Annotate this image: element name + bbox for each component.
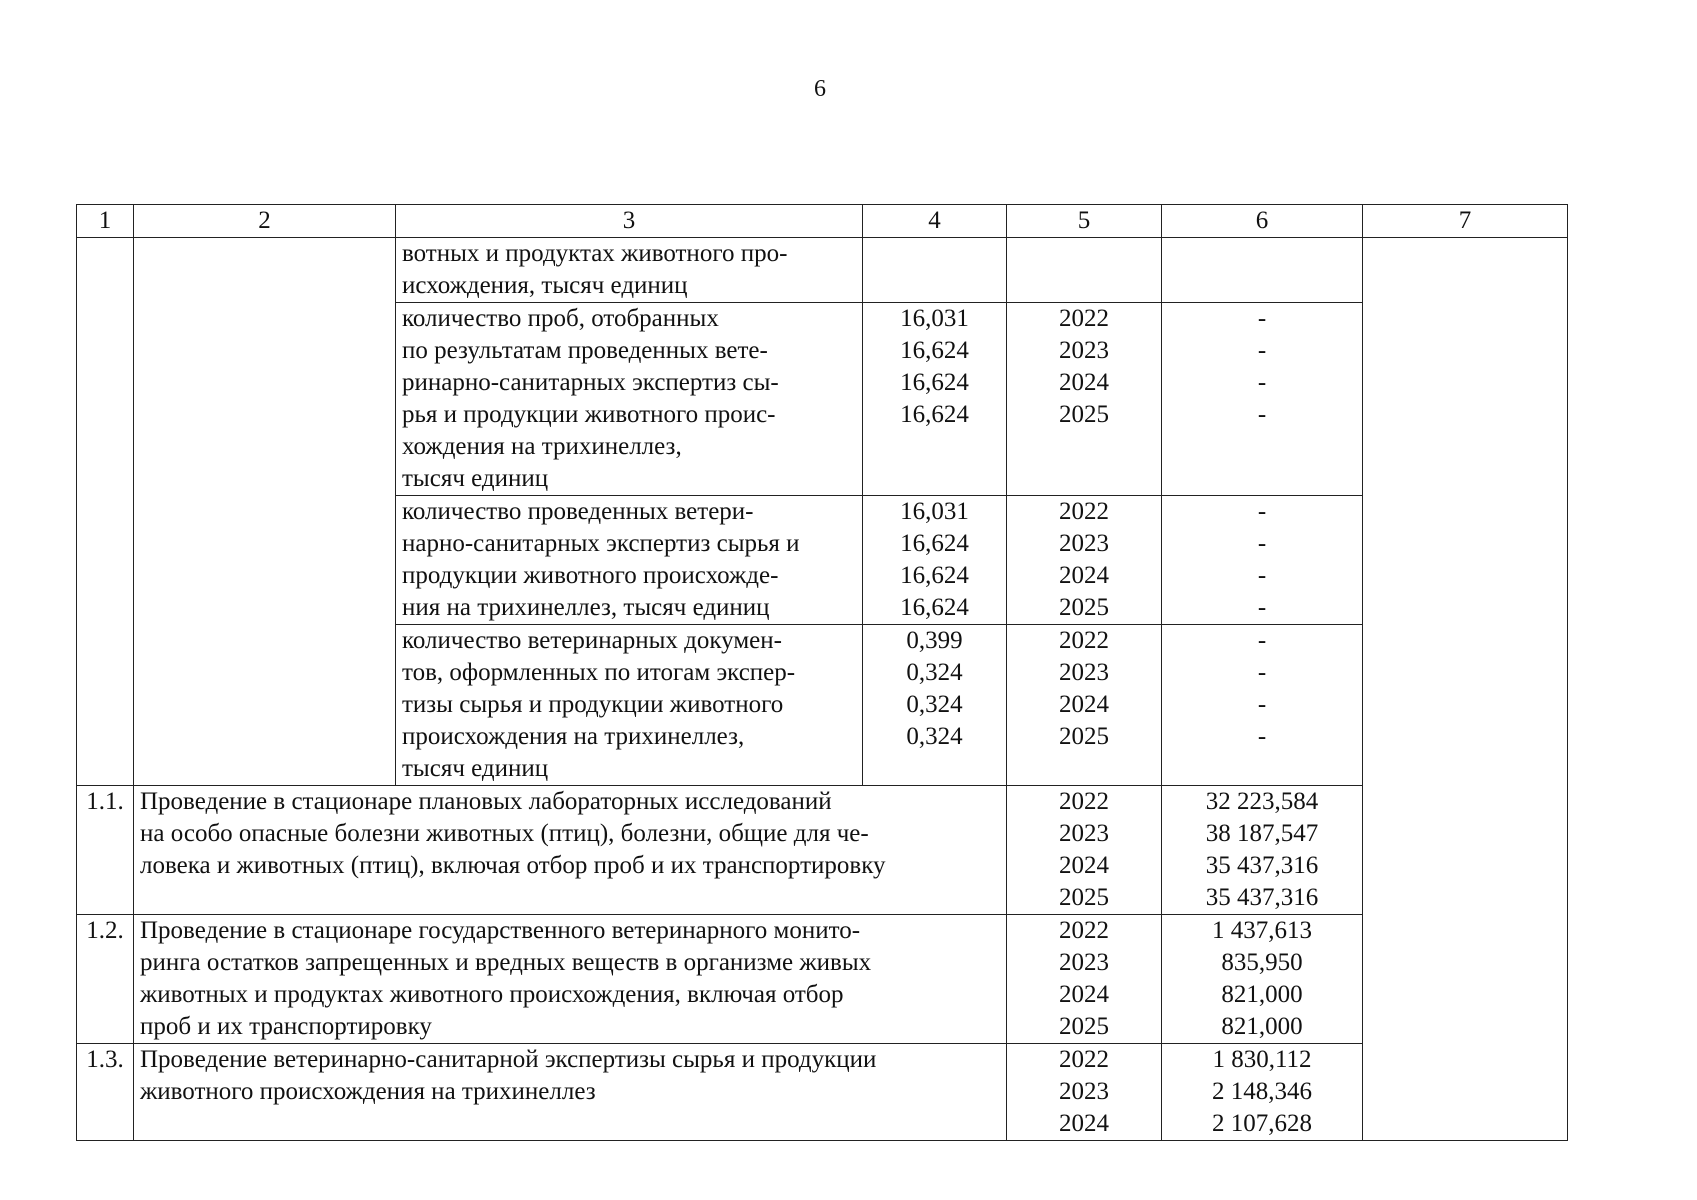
year-value: 2024 <box>1059 981 1109 1008</box>
indicator-name-line: хождения на трихинеллез, <box>402 433 682 460</box>
year-value: 2022 <box>1059 788 1109 815</box>
indicator-name-line: количество ветеринарных докумен- <box>402 627 782 654</box>
year-value: 2024 <box>1059 1110 1109 1137</box>
indicator-name-line: тысяч единиц <box>402 755 549 782</box>
year-value: 2025 <box>1059 884 1109 911</box>
section-title-line: на особо опасные болезни животных (птиц), болезни, общие для че- <box>140 820 869 847</box>
amount-cell <box>1162 496 1363 625</box>
section-number: 1.3. <box>77 1044 134 1141</box>
amount-cell <box>1162 915 1363 1044</box>
year-cell <box>1007 496 1162 625</box>
section-title-line: Проведение в стационаре государственного ветеринарного монито- <box>140 917 861 944</box>
indicator-name-cell <box>396 496 863 625</box>
indicator-value: 16,031 <box>900 305 969 332</box>
indicator-value-cell <box>863 238 1007 303</box>
indicator-value: 16,624 <box>900 369 969 396</box>
amount-value: 1 437,613 <box>1212 917 1312 944</box>
amount-value: 821,000 <box>1221 1013 1303 1040</box>
indicator-value: 0,324 <box>906 723 963 750</box>
indicator-value: 16,624 <box>900 337 969 364</box>
amount-cell <box>1162 786 1363 915</box>
amount-value: - <box>1257 305 1267 332</box>
year-value: 2024 <box>1059 562 1109 589</box>
page-number: 6 <box>814 76 826 102</box>
amount-cell <box>1162 1044 1363 1141</box>
year-value: 2023 <box>1059 949 1109 976</box>
section-title-cell <box>134 915 1007 1044</box>
year-value: 2025 <box>1059 723 1109 750</box>
indicator-value: 16,624 <box>900 530 969 557</box>
indicator-row <box>77 238 1568 303</box>
item-name-cell <box>134 238 396 786</box>
indicator-value: 0,324 <box>906 659 963 686</box>
section-title-line: Проведение в стационаре плановых лабораторных исследований <box>140 788 832 815</box>
year-value: 2022 <box>1059 917 1109 944</box>
column-header-5: 5 <box>1007 205 1162 238</box>
indicator-value: 16,624 <box>900 562 969 589</box>
year-value: 2025 <box>1059 401 1109 428</box>
year-value: 2025 <box>1059 1013 1109 1040</box>
year-value: 2024 <box>1059 369 1109 396</box>
indicator-name-line: ния на трихинеллез, тысяч единиц <box>402 594 770 621</box>
indicator-value: 16,624 <box>900 401 969 428</box>
indicator-value: 0,324 <box>906 691 963 718</box>
indicator-name-cell <box>396 625 863 786</box>
year-value: 2023 <box>1059 659 1109 686</box>
amount-value: 32 223,584 <box>1205 788 1319 815</box>
amount-value: - <box>1257 627 1267 654</box>
amount-value: 35 437,316 <box>1205 884 1319 911</box>
amount-value: - <box>1257 369 1267 396</box>
indicator-value: 0,399 <box>906 627 963 654</box>
notes-cell <box>1363 238 1568 1141</box>
section-title-line: ловека и животных (птиц), включая отбор проб и их транспортировку <box>140 852 886 879</box>
year-cell <box>1007 786 1162 915</box>
section-number: 1.2. <box>77 915 134 1044</box>
column-header-1: 1 <box>77 205 134 238</box>
year-value: 2024 <box>1059 852 1109 879</box>
column-header-6: 6 <box>1162 205 1363 238</box>
indicator-name-line: тов, оформленных по итогам экспер- <box>402 659 796 686</box>
section-row <box>77 786 1568 915</box>
indicator-name-line: нарно-санитарных экспертиз сырья и <box>402 530 800 557</box>
indicators-table <box>76 204 1568 1141</box>
section-row <box>77 1044 1568 1141</box>
indicator-name-line: вотных и продуктах животного про- <box>402 240 788 267</box>
amount-cell <box>1162 238 1363 303</box>
indicator-name-line: тизы сырья и продукции животного <box>402 691 784 718</box>
amount-value: - <box>1257 498 1267 525</box>
section-number: 1.1. <box>77 786 134 915</box>
year-value: 2023 <box>1059 820 1109 847</box>
section-row <box>77 915 1568 1044</box>
indicator-name-line: количество проб, отобранных <box>402 305 719 332</box>
amount-value: - <box>1257 659 1267 686</box>
section-title-line: животного происхождения на трихинеллез <box>140 1078 596 1105</box>
column-header-7: 7 <box>1363 205 1568 238</box>
year-value: 2024 <box>1059 691 1109 718</box>
column-header-3: 3 <box>396 205 863 238</box>
indicator-name-line: тысяч единиц <box>402 465 549 492</box>
indicator-name-line: ринарно-санитарных экспертиз сы- <box>402 369 779 396</box>
year-cell <box>1007 1044 1162 1141</box>
year-value: 2023 <box>1059 1078 1109 1105</box>
amount-cell <box>1162 303 1363 496</box>
amount-value: - <box>1257 530 1267 557</box>
section-title-cell <box>134 786 1007 915</box>
year-cell <box>1007 303 1162 496</box>
year-value: 2022 <box>1059 627 1109 654</box>
amount-value: - <box>1257 723 1267 750</box>
amount-cell <box>1162 625 1363 786</box>
indicator-value-cell <box>863 496 1007 625</box>
amount-value: 2 148,346 <box>1212 1078 1312 1105</box>
amount-value: - <box>1257 337 1267 364</box>
indicator-value-cell <box>863 303 1007 496</box>
indicator-name-cell <box>396 303 863 496</box>
amount-value: 835,950 <box>1221 949 1303 976</box>
section-title-cell <box>134 1044 1007 1141</box>
indicator-value: 16,031 <box>900 498 969 525</box>
section-title-line: животных и продуктах животного происхождения, включая отбор <box>140 981 844 1008</box>
section-title-line: проб и их транспортировку <box>140 1013 432 1040</box>
amount-value: 38 187,547 <box>1205 820 1319 847</box>
year-value: 2022 <box>1059 498 1109 525</box>
year-value: 2022 <box>1059 1046 1109 1073</box>
section-title-line: ринга остатков запрещенных и вредных веществ в организме живых <box>140 949 872 976</box>
year-value: 2023 <box>1059 337 1109 364</box>
indicator-name-line: рья и продукции животного проис- <box>402 401 776 428</box>
indicator-value: 16,624 <box>900 594 969 621</box>
column-number-header <box>77 205 1568 238</box>
amount-value: 1 830,112 <box>1212 1046 1312 1073</box>
amount-value: 2 107,628 <box>1212 1110 1312 1137</box>
amount-value: - <box>1257 401 1267 428</box>
item-number-cell <box>77 238 134 786</box>
amount-value: - <box>1257 594 1267 621</box>
column-header-4: 4 <box>863 205 1007 238</box>
indicator-name-line: по результатам проведенных вете- <box>402 337 768 364</box>
year-cell <box>1007 238 1162 303</box>
amount-value: 821,000 <box>1221 981 1303 1008</box>
indicator-value-cell <box>863 625 1007 786</box>
amount-value: - <box>1257 562 1267 589</box>
indicator-name-line: количество проведенных ветери- <box>402 498 754 525</box>
year-value: 2022 <box>1059 305 1109 332</box>
indicator-name-line: продукции животного происхожде- <box>402 562 779 589</box>
year-cell <box>1007 625 1162 786</box>
indicator-name-line: происхождения на трихинеллез, <box>402 723 745 750</box>
indicator-name-cell <box>396 238 863 303</box>
year-value: 2025 <box>1059 594 1109 621</box>
amount-value: - <box>1257 691 1267 718</box>
amount-value: 35 437,316 <box>1205 852 1319 879</box>
indicator-name-line: исхождения, тысяч единиц <box>402 272 688 299</box>
section-title-line: Проведение ветеринарно-санитарной экспертизы сырья и продукции <box>140 1046 877 1073</box>
year-cell <box>1007 915 1162 1044</box>
column-header-2: 2 <box>134 205 396 238</box>
year-value: 2023 <box>1059 530 1109 557</box>
